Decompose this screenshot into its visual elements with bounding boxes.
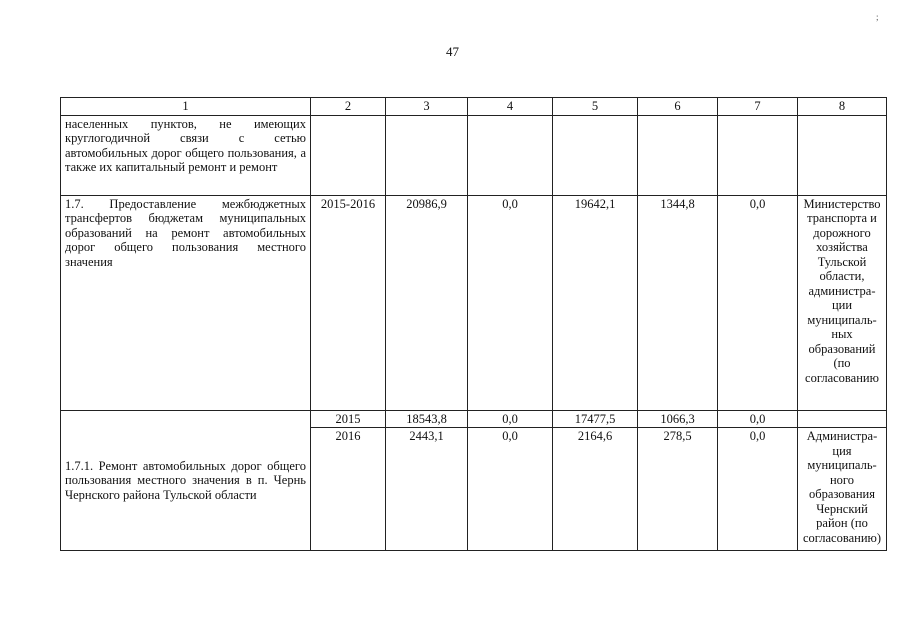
header-cell: 5 (553, 98, 638, 116)
value-cell: 20986,9 (386, 195, 468, 410)
corner-mark: ; (876, 12, 879, 22)
value-cell: 19642,1 (553, 195, 638, 410)
period-cell: 2016 (311, 428, 386, 551)
value-cell (638, 115, 718, 195)
table-row (61, 115, 887, 195)
header-cell: 6 (638, 98, 718, 116)
value-cell: 0,0 (468, 195, 553, 410)
value-cell: 18543,8 (386, 410, 468, 428)
responsible-cell: Администра-ция муниципаль-ного образования Чернский район (по согласованию) (798, 428, 887, 551)
header-cell: 7 (718, 98, 798, 116)
activity-cell: 1.7. Предоставление межбюджетных трансфертов бюджетам муниципальных образований на ремонт автомобильных дорог общего пользования местного значения (61, 195, 311, 410)
value-cell: 278,5 (638, 428, 718, 551)
value-cell: 0,0 (718, 195, 798, 410)
activity-cell: 1.7.1. Ремонт автомобильных дорог общего пользования местного значения в п. Чернь Чернского района Тульской области (61, 410, 311, 551)
value-cell: 1344,8 (638, 195, 718, 410)
value-cell: 0,0 (468, 410, 553, 428)
program-table (60, 97, 887, 551)
header-cell: 1 (61, 98, 311, 116)
value-cell: 2443,1 (386, 428, 468, 551)
value-cell: 17477,5 (553, 410, 638, 428)
value-cell (386, 115, 468, 195)
responsible-cell (798, 115, 887, 195)
value-cell (718, 115, 798, 195)
value-cell: 0,0 (468, 428, 553, 551)
period-cell (311, 115, 386, 195)
value-cell (553, 115, 638, 195)
table-row (61, 195, 887, 410)
responsible-cell (798, 410, 887, 428)
value-cell: 1066,3 (638, 410, 718, 428)
period-cell: 2015-2016 (311, 195, 386, 410)
table-row (61, 410, 887, 428)
value-cell: 0,0 (718, 428, 798, 551)
header-cell: 3 (386, 98, 468, 116)
value-cell (468, 115, 553, 195)
header-cell: 4 (468, 98, 553, 116)
period-cell: 2015 (311, 410, 386, 428)
header-cell: 2 (311, 98, 386, 116)
page-number: 47 (446, 44, 459, 59)
table-header-row (61, 98, 887, 116)
responsible-cell: Министерство транспорта и дорожного хозяйства Тульской области, администра-ции муниципаль-ных образований (по согласованию (798, 195, 887, 410)
activity-cell: населенных пунктов, не имеющих круглогодичной связи с сетью автомобильных дорог общего пользования, а также их капитальный ремонт и ремонт (61, 115, 311, 195)
value-cell: 2164,6 (553, 428, 638, 551)
value-cell: 0,0 (718, 410, 798, 428)
header-cell: 8 (798, 98, 887, 116)
